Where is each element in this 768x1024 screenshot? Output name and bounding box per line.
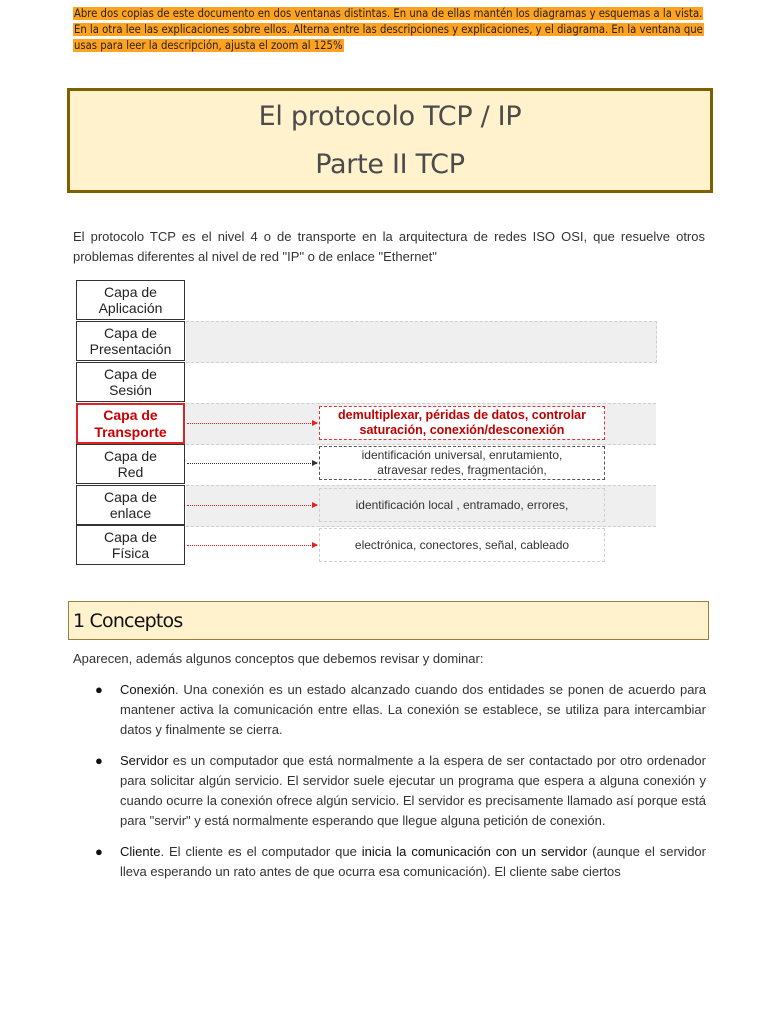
link-arrow (187, 505, 317, 506)
section-header (68, 601, 709, 640)
reading-instructions (73, 6, 713, 54)
term-conexion: Conexión (120, 682, 175, 697)
physical-description: electrónica, conectores, señal, cableado (319, 528, 605, 562)
bullet-icon: ● (95, 844, 103, 859)
presentation-band (186, 321, 657, 363)
layer-transporte: Capa de Transporte (76, 403, 185, 444)
layer-sesion: Capa de Sesión (76, 362, 185, 402)
lead-paragraph: Aparecen, además algunos conceptos que debemos revisar y dominar: (73, 651, 484, 666)
layer-red: Capa de Red (76, 444, 185, 484)
transport-arrow (187, 423, 317, 424)
layer-enlace: Capa de enlace (76, 485, 185, 525)
page-subtitle: Parte II TCP (315, 148, 465, 180)
layer-aplicacion: Capa de Aplicación (76, 280, 185, 320)
physical-arrow (187, 545, 317, 546)
definition-servidor: es un computador que está normalmente a la espera de ser contactado por otro ordenador para solicitar algún servicio. El servidor suele ejecutar un programa que espera a alguna conexión y cuando ocurre la conexión ofrece algún servicio. El servidor es precisamente llamado así porque está para "servir" y está normalmente esperando que llegue alguna petición de conexión. (120, 753, 706, 828)
definition-cliente-emphasis: inicia la comunicación con un servidor (361, 844, 588, 859)
section-title: 1 Conceptos (73, 609, 183, 632)
layer-presentacion: Capa de Presentación (76, 321, 185, 361)
title-box (67, 88, 713, 193)
page-title: El protocolo TCP / IP (258, 100, 522, 132)
concepts-list (95, 680, 706, 893)
definition-conexion: . Una conexión es un estado alcanzado cuando dos entidades se ponen de acuerdo para mantener activa la comunicación entre ellas. La conexión se establece, se utiliza para intercambiar datos y finalmente se cierra. (120, 682, 706, 737)
definition-cliente-end: (aunque el servidor lleva esperando un rato antes de que ocurra esa comunicación). El cliente sabe ciertos (120, 844, 706, 879)
link-description: identificación local , entramado, errores, (319, 488, 605, 522)
list-item (95, 680, 706, 740)
highlighted-instructions-text: Abre dos copias de este documento en dos ventanas distintas. En una de ellas mantén los diagramas y esquemas a la vista. En la otra lee las explicaciones sobre ellos. Alterna entre las descripciones y explicaciones, y el diagrama. En la ventana que usas para leer la descripción, ajusta el zoom al 125% (74, 7, 703, 52)
network-arrow (187, 463, 317, 464)
bullet-icon: ● (95, 682, 103, 697)
definition-cliente-start: . El cliente es el computador que (160, 844, 362, 859)
intro-paragraph: El protocolo TCP es el nivel 4 o de transporte en la arquitectura de redes ISO OSI, que resuelve otros problemas diferentes al nivel de red "IP" o de enlace "Ethernet" (73, 229, 705, 264)
term-cliente: Cliente (120, 844, 161, 859)
list-item (95, 842, 706, 882)
layer-fisica: Capa de Física (76, 525, 185, 565)
network-description: identificación universal, enrutamiento, atravesar redes, fragmentación, (319, 446, 605, 480)
bullet-icon: ● (95, 753, 103, 768)
list-item (95, 751, 706, 831)
transport-description: demultiplexar, péridas de datos, controlar saturación, conexión/desconexión (319, 406, 605, 440)
term-servidor: Servidor (120, 753, 169, 768)
